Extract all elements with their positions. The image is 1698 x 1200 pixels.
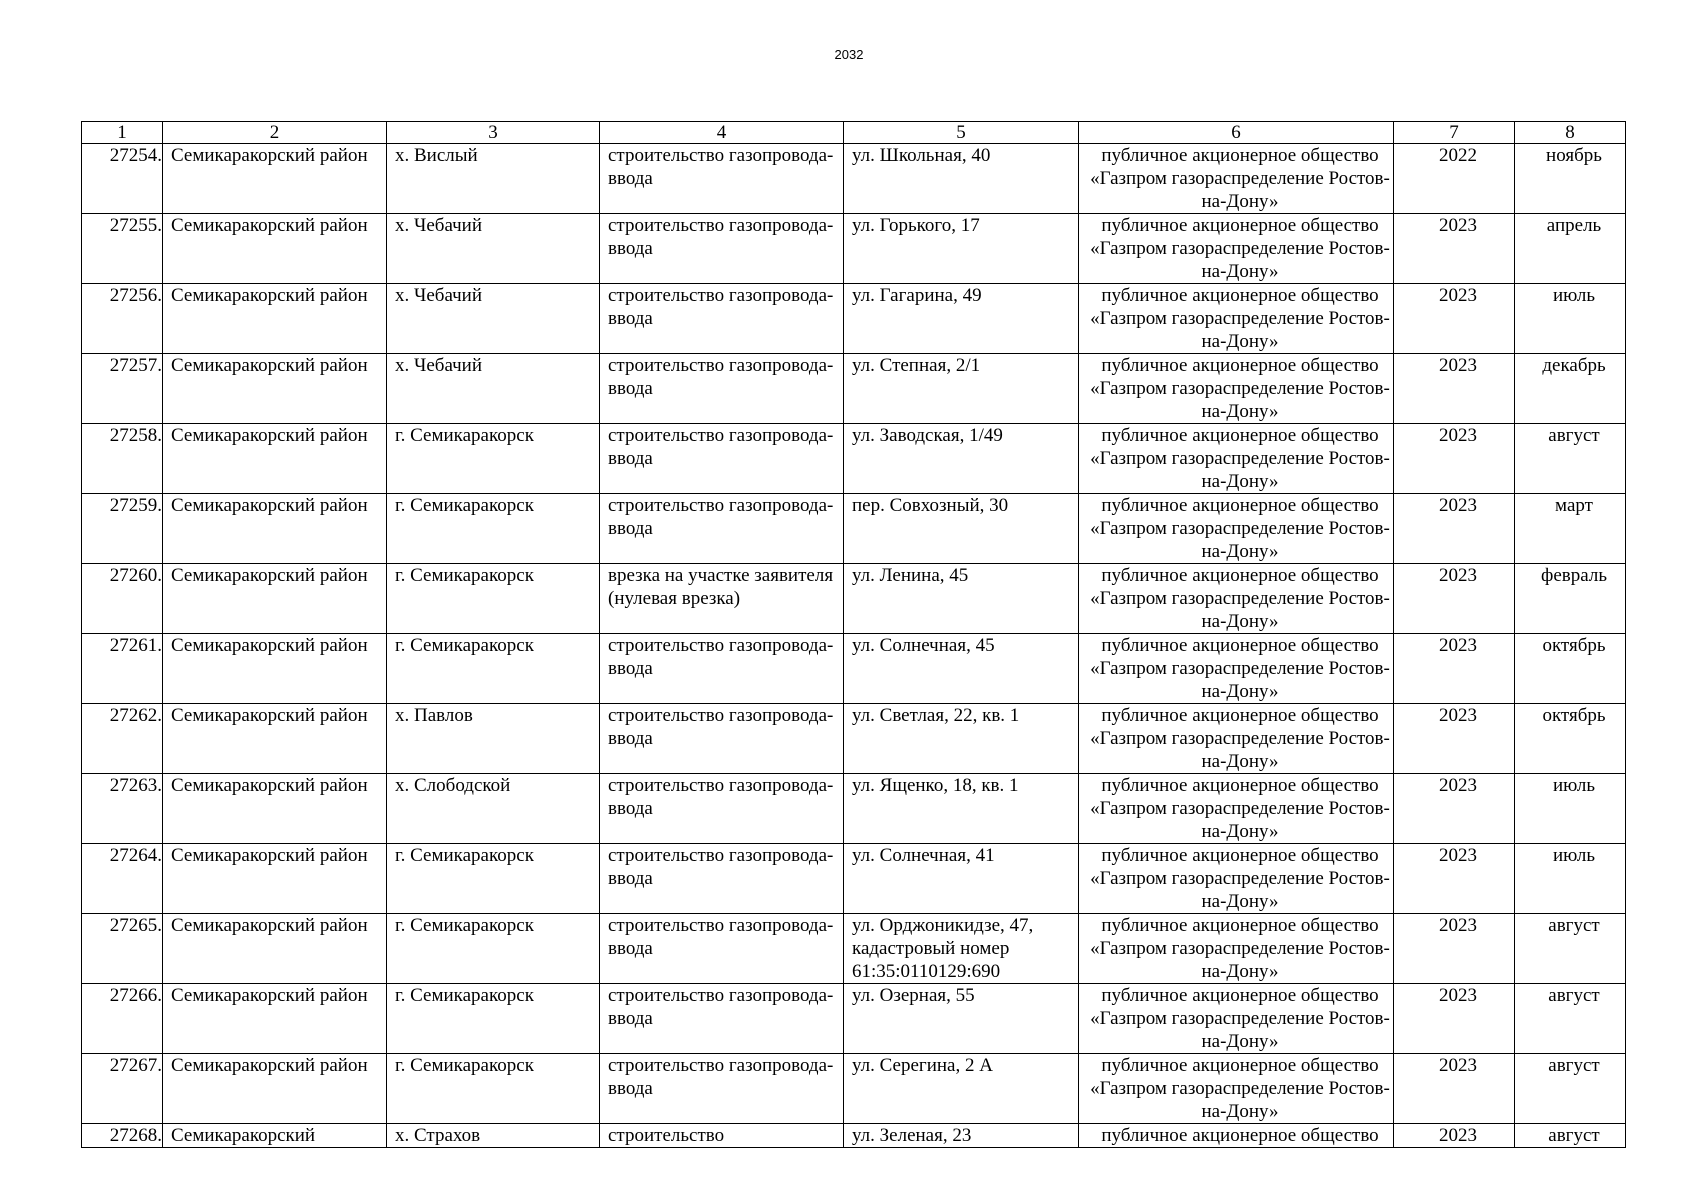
- district-cell: Семикаракорский район: [163, 634, 387, 704]
- table-row: [82, 564, 1626, 634]
- year-cell: 2023: [1394, 1054, 1515, 1124]
- address-cell: ул. Ященко, 18, кв. 1: [844, 774, 1079, 844]
- district-cell: Семикаракорский район: [163, 284, 387, 354]
- table-row: [82, 494, 1626, 564]
- locality-cell: г. Семикаракорск: [387, 844, 600, 914]
- work-type-cell: строительство газопровода-ввода: [600, 144, 844, 214]
- locality-cell: х. Чебачий: [387, 284, 600, 354]
- row-number: 27265.: [82, 914, 163, 984]
- year-cell: 2023: [1394, 844, 1515, 914]
- month-cell: октябрь: [1515, 704, 1626, 774]
- organization-cell: публичное акционерное общество «Газпром газораспределение Ростов-на-Дону»: [1079, 354, 1394, 424]
- work-type-cell: строительство газопровода-ввода: [600, 214, 844, 284]
- locality-cell: г. Семикаракорск: [387, 494, 600, 564]
- locality-cell: х. Чебачий: [387, 214, 600, 284]
- district-cell: Семикаракорский район: [163, 1054, 387, 1124]
- row-number: 27261.: [82, 634, 163, 704]
- row-number: 27260.: [82, 564, 163, 634]
- address-cell: пер. Совхозный, 30: [844, 494, 1079, 564]
- year-cell: 2023: [1394, 704, 1515, 774]
- table-row: [82, 1054, 1626, 1124]
- row-number: 27258.: [82, 424, 163, 494]
- address-cell: ул. Солнечная, 45: [844, 634, 1079, 704]
- work-type-cell: врезка на участке заявителя (нулевая врезка): [600, 564, 844, 634]
- address-cell: ул. Школьная, 40: [844, 144, 1079, 214]
- month-cell: август: [1515, 424, 1626, 494]
- row-number: 27267.: [82, 1054, 163, 1124]
- row-number: 27259.: [82, 494, 163, 564]
- header-row: [82, 122, 1626, 144]
- column-header: 4: [600, 122, 844, 144]
- month-cell: август: [1515, 984, 1626, 1054]
- district-cell: Семикаракорский район: [163, 354, 387, 424]
- address-cell: ул. Серегина, 2 А: [844, 1054, 1079, 1124]
- locality-cell: г. Семикаракорск: [387, 564, 600, 634]
- month-cell: июль: [1515, 774, 1626, 844]
- work-type-cell: строительство: [600, 1124, 844, 1148]
- work-type-cell: строительство газопровода-ввода: [600, 634, 844, 704]
- month-cell: февраль: [1515, 564, 1626, 634]
- table-row: [82, 214, 1626, 284]
- address-cell: ул. Орджоникидзе, 47, кадастровый номер 61:35:0110129:690: [844, 914, 1079, 984]
- year-cell: 2022: [1394, 144, 1515, 214]
- column-header: 8: [1515, 122, 1626, 144]
- organization-cell: публичное акционерное общество «Газпром газораспределение Ростов-на-Дону»: [1079, 424, 1394, 494]
- address-cell: ул. Озерная, 55: [844, 984, 1079, 1054]
- row-number: 27268.: [82, 1124, 163, 1148]
- organization-cell: публичное акционерное общество: [1079, 1124, 1394, 1148]
- address-cell: ул. Зеленая, 23: [844, 1124, 1079, 1148]
- year-cell: 2023: [1394, 984, 1515, 1054]
- locality-cell: х. Чебачий: [387, 354, 600, 424]
- month-cell: март: [1515, 494, 1626, 564]
- locality-cell: х. Павлов: [387, 704, 600, 774]
- work-type-cell: строительство газопровода-ввода: [600, 354, 844, 424]
- table-row: [82, 424, 1626, 494]
- organization-cell: публичное акционерное общество «Газпром газораспределение Ростов-на-Дону»: [1079, 634, 1394, 704]
- organization-cell: публичное акционерное общество «Газпром газораспределение Ростов-на-Дону»: [1079, 844, 1394, 914]
- year-cell: 2023: [1394, 494, 1515, 564]
- table-row: [82, 144, 1626, 214]
- row-number: 27263.: [82, 774, 163, 844]
- address-cell: ул. Степная, 2/1: [844, 354, 1079, 424]
- column-header: 3: [387, 122, 600, 144]
- column-header: 1: [82, 122, 163, 144]
- table-row: [82, 914, 1626, 984]
- organization-cell: публичное акционерное общество «Газпром газораспределение Ростов-на-Дону»: [1079, 564, 1394, 634]
- month-cell: октябрь: [1515, 634, 1626, 704]
- organization-cell: публичное акционерное общество «Газпром газораспределение Ростов-на-Дону»: [1079, 494, 1394, 564]
- work-type-cell: строительство газопровода-ввода: [600, 984, 844, 1054]
- year-cell: 2023: [1394, 914, 1515, 984]
- district-cell: Семикаракорский район: [163, 144, 387, 214]
- district-cell: Семикаракорский район: [163, 914, 387, 984]
- address-cell: ул. Горького, 17: [844, 214, 1079, 284]
- organization-cell: публичное акционерное общество «Газпром газораспределение Ростов-на-Дону»: [1079, 284, 1394, 354]
- table-row: [82, 774, 1626, 844]
- row-number: 27266.: [82, 984, 163, 1054]
- district-cell: Семикаракорский район: [163, 564, 387, 634]
- column-header: 2: [163, 122, 387, 144]
- locality-cell: г. Семикаракорск: [387, 634, 600, 704]
- table-row: [82, 634, 1626, 704]
- address-cell: ул. Гагарина, 49: [844, 284, 1079, 354]
- district-cell: Семикаракорский: [163, 1124, 387, 1148]
- year-cell: 2023: [1394, 564, 1515, 634]
- organization-cell: публичное акционерное общество «Газпром газораспределение Ростов-на-Дону»: [1079, 144, 1394, 214]
- row-number: 27255.: [82, 214, 163, 284]
- work-type-cell: строительство газопровода-ввода: [600, 284, 844, 354]
- address-cell: ул. Заводская, 1/49: [844, 424, 1079, 494]
- table-row: [82, 284, 1626, 354]
- locality-cell: г. Семикаракорск: [387, 914, 600, 984]
- address-cell: ул. Ленина, 45: [844, 564, 1079, 634]
- district-cell: Семикаракорский район: [163, 984, 387, 1054]
- year-cell: 2023: [1394, 634, 1515, 704]
- year-cell: 2023: [1394, 214, 1515, 284]
- work-type-cell: строительство газопровода-ввода: [600, 844, 844, 914]
- month-cell: ноябрь: [1515, 144, 1626, 214]
- column-header: 5: [844, 122, 1079, 144]
- row-number: 27262.: [82, 704, 163, 774]
- month-cell: апрель: [1515, 214, 1626, 284]
- work-type-cell: строительство газопровода-ввода: [600, 494, 844, 564]
- district-cell: Семикаракорский район: [163, 704, 387, 774]
- locality-cell: г. Семикаракорск: [387, 1054, 600, 1124]
- year-cell: 2023: [1394, 1124, 1515, 1148]
- row-number: 27254.: [82, 144, 163, 214]
- month-cell: август: [1515, 1054, 1626, 1124]
- work-type-cell: строительство газопровода-ввода: [600, 914, 844, 984]
- locality-cell: х. Вислый: [387, 144, 600, 214]
- district-cell: Семикаракорский район: [163, 494, 387, 564]
- table-row: [82, 984, 1626, 1054]
- year-cell: 2023: [1394, 424, 1515, 494]
- month-cell: июль: [1515, 284, 1626, 354]
- district-cell: Семикаракорский район: [163, 214, 387, 284]
- organization-cell: публичное акционерное общество «Газпром газораспределение Ростов-на-Дону»: [1079, 774, 1394, 844]
- table-row: [82, 1124, 1626, 1148]
- locality-cell: г. Семикаракорск: [387, 984, 600, 1054]
- organization-cell: публичное акционерное общество «Газпром газораспределение Ростов-на-Дону»: [1079, 704, 1394, 774]
- locality-cell: г. Семикаракорск: [387, 424, 600, 494]
- row-number: 27256.: [82, 284, 163, 354]
- work-type-cell: строительство газопровода-ввода: [600, 424, 844, 494]
- locality-cell: х. Слободской: [387, 774, 600, 844]
- work-type-cell: строительство газопровода-ввода: [600, 704, 844, 774]
- organization-cell: публичное акционерное общество «Газпром газораспределение Ростов-на-Дону»: [1079, 914, 1394, 984]
- gasification-table: [81, 121, 1626, 1148]
- work-type-cell: строительство газопровода-ввода: [600, 1054, 844, 1124]
- month-cell: август: [1515, 914, 1626, 984]
- column-header: 7: [1394, 122, 1515, 144]
- page-number: 2032: [834, 47, 864, 62]
- district-cell: Семикаракорский район: [163, 844, 387, 914]
- district-cell: Семикаракорский район: [163, 774, 387, 844]
- district-cell: Семикаракорский район: [163, 424, 387, 494]
- organization-cell: публичное акционерное общество «Газпром газораспределение Ростов-на-Дону»: [1079, 1054, 1394, 1124]
- organization-cell: публичное акционерное общество «Газпром газораспределение Ростов-на-Дону»: [1079, 214, 1394, 284]
- row-number: 27257.: [82, 354, 163, 424]
- table-row: [82, 354, 1626, 424]
- table-row: [82, 704, 1626, 774]
- locality-cell: х. Страхов: [387, 1124, 600, 1148]
- month-cell: декабрь: [1515, 354, 1626, 424]
- work-type-cell: строительство газопровода-ввода: [600, 774, 844, 844]
- year-cell: 2023: [1394, 354, 1515, 424]
- year-cell: 2023: [1394, 284, 1515, 354]
- address-cell: ул. Светлая, 22, кв. 1: [844, 704, 1079, 774]
- address-cell: ул. Солнечная, 41: [844, 844, 1079, 914]
- column-header: 6: [1079, 122, 1394, 144]
- month-cell: август: [1515, 1124, 1626, 1148]
- year-cell: 2023: [1394, 774, 1515, 844]
- row-number: 27264.: [82, 844, 163, 914]
- month-cell: июль: [1515, 844, 1626, 914]
- table-row: [82, 844, 1626, 914]
- organization-cell: публичное акционерное общество «Газпром газораспределение Ростов-на-Дону»: [1079, 984, 1394, 1054]
